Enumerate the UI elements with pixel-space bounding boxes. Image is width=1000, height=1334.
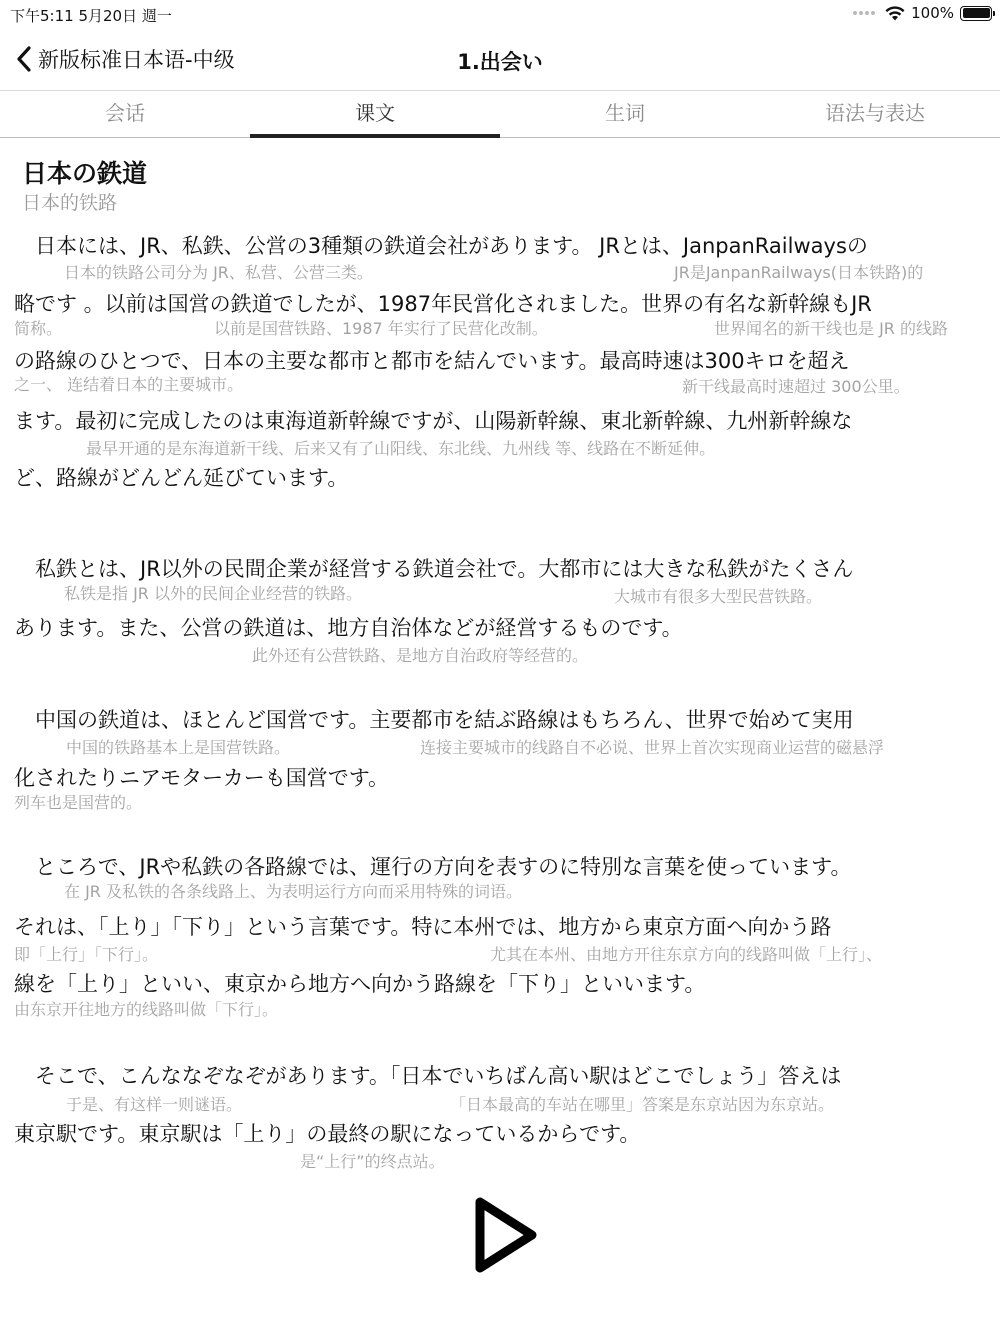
tab-bar <box>0 90 1000 138</box>
jp-line: それは、「上り」「下り」という言葉です。特に本州では、地方から東京方面へ向かう路 <box>14 915 832 939</box>
nav-bar <box>0 28 1000 90</box>
tab-dialogue[interactable]: 会话 <box>105 101 145 125</box>
cn-line: 新干线最高时速超过 300公里。 <box>682 377 910 396</box>
jp-line: 略です 。以前は国営の鉄道でしたが、1987年民営化されました。世界の有名な新幹線もJR <box>14 292 872 316</box>
jp-line: の路線のひとつで、日本の主要な都市と都市を結んでいます。最高時速は300キロを超え <box>14 349 850 373</box>
play-icon <box>470 1194 542 1276</box>
cn-line: 之一、 连结着日本的主要城市。 <box>14 375 244 394</box>
jp-line: 線を「上り」といい、東京から地方へ向かう路線を「下り」といいます。 <box>14 972 706 996</box>
lesson-content <box>0 138 1000 1198</box>
cn-line: 私铁是指 JR 以外的民间企业经营的铁路。 <box>64 584 363 603</box>
jp-line: 私鉄とは、JR以外の民間企業が経営する鉄道会社で。大都市には大きな私鉄がたくさん <box>14 557 854 581</box>
status-bar <box>0 0 1000 28</box>
jp-line: 東京駅です。東京駅は「上り」の最終の駅になっているからです。 <box>14 1122 641 1146</box>
jp-line: 日本には、JR、私鉄、公営の3種類の鉄道会社があります。 JRとは、JanpanRailwaysの <box>14 234 868 258</box>
cn-line: 日本的铁路公司分为 JR、私营、公营三类。 <box>64 263 373 282</box>
cn-line: 「日本最高的车站在哪里」答案是东京站因为东京站。 <box>450 1095 835 1114</box>
cn-line: 由东京开往地方的线路叫做「下行」。 <box>14 1000 279 1019</box>
jp-line: ど、路線がどんどん延びています。 <box>14 466 349 490</box>
cn-line: 即「上行」「下行」。 <box>14 945 159 964</box>
jp-line: あります。また、公営の鉄道は、地方自治体などが経営するものです。 <box>14 616 683 640</box>
back-label: 新版标准日本语-中级 <box>38 48 235 72</box>
cn-line: 于是、有这样一则谜语。 <box>66 1095 243 1114</box>
tab-vocabulary[interactable]: 生词 <box>605 101 645 125</box>
jp-line: ます。最初に完成したのは東海道新幹線ですが、山陽新幹線、東北新幹線、九州新幹線な <box>14 409 853 433</box>
cn-line: 此外还有公营铁路、是地方自治政府等经营的。 <box>252 646 589 665</box>
cn-line: 连接主要城市的线路自不必说、世界上首次实现商业运营的磁悬浮 <box>420 738 885 757</box>
tab-text[interactable]: 课文 <box>250 91 500 137</box>
page-title: 1.出会い <box>457 50 543 74</box>
jp-line: 化されたりニアモターカーも国営です。 <box>14 766 390 790</box>
tab-grammar[interactable]: 语法与表达 <box>825 101 925 125</box>
wifi-icon <box>885 6 905 21</box>
lesson-subtitle: 日本的铁路 <box>22 192 118 214</box>
cn-line: 世界闻名的新干线也是 JR 的线路 <box>714 319 949 338</box>
jp-line: ところで、JRや私鉄の各路線では、運行の方向を表すのに特別な言葉を使っています。 <box>14 855 852 879</box>
cn-line: 大城市有很多大型民营铁路。 <box>614 587 823 606</box>
battery-percent: 100% <box>911 4 954 22</box>
cn-line: 简称。 <box>14 319 63 338</box>
cn-line: 最早开通的是东海道新干线、后来又有了山阳线、东北线、九州线 等、线路在不断延伸。 <box>86 439 716 458</box>
cn-line: 尤其在本州、由地方开往东京方向的线路叫做「上行」、 <box>490 945 883 964</box>
battery-icon <box>960 6 992 21</box>
cn-line: JR是JanpanRailways(日本铁路)的 <box>674 263 924 282</box>
play-button[interactable] <box>470 1194 542 1276</box>
signal-icon <box>853 11 875 15</box>
cn-line: 列车也是国营的。 <box>14 793 143 812</box>
lesson-title: 日本の鉄道 <box>22 159 148 188</box>
cn-line: 在 JR 及私铁的各条线路上、为表明运行方向而采用特殊的词语。 <box>64 882 523 901</box>
jp-line: 中国の鉄道は、ほとんど国営です。主要都市を結ぶ路線はもちろん、世界で始めて実用 <box>14 708 854 732</box>
cn-line: 中国的铁路基本上是国营铁路。 <box>66 738 291 757</box>
jp-line: そこで、こんななぞなぞがあります。「日本でいちばん高い駅はどこでしょう」答えは <box>14 1064 842 1088</box>
cn-line: 以前是国营铁路、1987 年实行了民营化改制。 <box>214 319 548 338</box>
status-right <box>853 4 992 22</box>
status-time: 下午5:11 5月20日 週一 <box>10 7 172 25</box>
cn-line: 是“上行”的终点站。 <box>300 1152 445 1171</box>
